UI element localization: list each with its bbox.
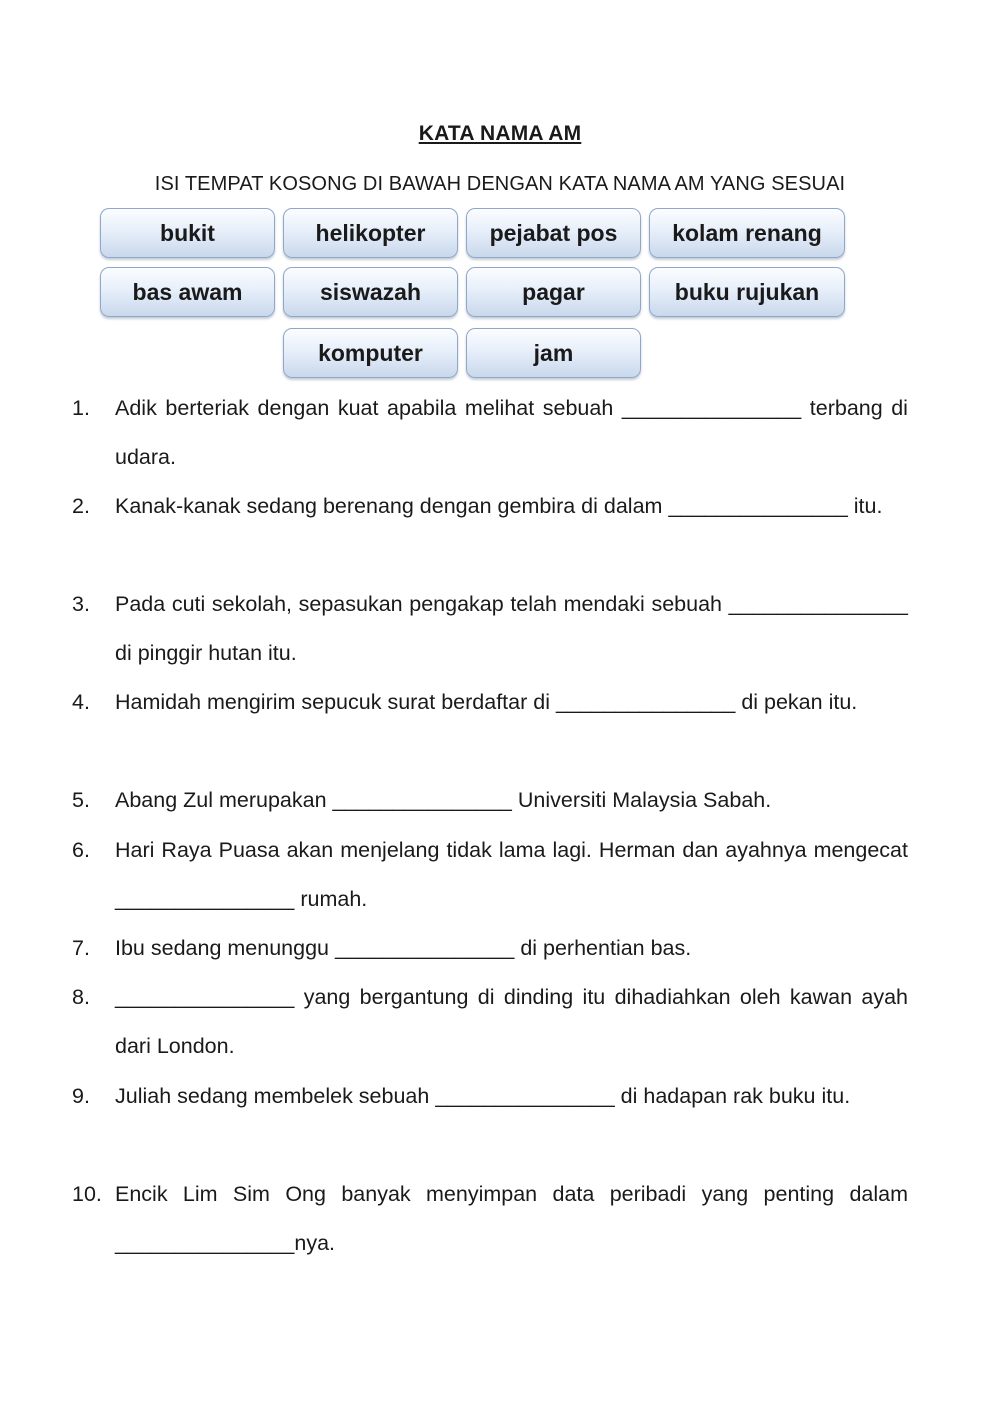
answer-blank[interactable]: _______________ [115,1231,295,1255]
question-item [72,776,908,825]
question-number: 5. [72,788,90,812]
question-text-before: Juliah sedang membelek sebuah [115,1084,430,1108]
question-item [72,924,908,973]
question-item [72,482,908,531]
instruction-text: ISI TEMPAT KOSONG DI BAWAH DENGAN KATA NAMA AM YANG SESUAI [154,173,846,195]
question-item [72,973,908,1071]
question-text-before: Adik berteriak dengan kuat apabila melihat sebuah [115,396,614,420]
question-text-after: rumah. [300,887,368,911]
question-text-after: di hadapan rak buku itu. [620,1084,851,1108]
question-text-after: nya. [294,1231,335,1255]
question-number: 1. [72,396,90,420]
page-title: KATA NAMA AM [418,122,582,145]
question-number: 9. [72,1084,90,1108]
question-number: 3. [72,592,90,616]
question-text-before: Hamidah mengirim sepucuk surat berdaftar di [115,690,550,714]
word-chip-pagar[interactable]: pagar [466,267,641,317]
word-chip-komputer[interactable]: komputer [283,328,458,378]
question-text-before: Abang Zul merupakan [115,788,327,812]
word-chip-kolam-renang[interactable]: kolam renang [649,208,845,258]
question-text-after: di pinggir hutan itu. [115,641,297,665]
answer-blank[interactable]: _______________ [728,592,908,616]
answer-blank[interactable]: _______________ [435,1084,615,1108]
question-item [72,826,908,924]
answer-blank[interactable]: _______________ [115,985,295,1009]
word-chip-bas-awam[interactable]: bas awam [100,267,275,317]
question-number: 7. [72,936,90,960]
question-text-before: Pada cuti sekolah, sepasukan pengakap telah mendaki sebuah [115,592,722,616]
answer-blank[interactable]: _______________ [115,887,295,911]
word-chip-siswazah[interactable]: siswazah [283,267,458,317]
question-text-after: di perhentian bas. [520,936,692,960]
question-text-before: Ibu sedang menunggu [115,936,329,960]
question-text-after: terbang di udara. [115,396,908,469]
question-number: 6. [72,838,90,862]
question-number: 4. [72,690,90,714]
word-chip-helikopter[interactable]: helikopter [283,208,458,258]
word-chip-jam[interactable]: jam [466,328,641,378]
word-chip-bukit[interactable]: bukit [100,208,275,258]
question-text-after: yang bergantung di dinding itu dihadiahkan oleh kawan ayah dari London. [115,985,908,1058]
answer-blank[interactable]: _______________ [668,494,848,518]
question-text-after: di pekan itu. [741,690,858,714]
question-text-before: Hari Raya Puasa akan menjelang tidak lama lagi. Herman dan ayahnya mengecat [115,838,908,862]
question-number: 8. [72,985,90,1009]
answer-blank[interactable]: _______________ [621,396,802,420]
question-text-after: itu. [853,494,883,518]
question-number: 2. [72,494,90,518]
question-text-after: Universiti Malaysia Sabah. [517,788,772,812]
question-item [72,1170,908,1268]
question-item [72,384,908,482]
answer-blank[interactable]: _______________ [555,690,736,714]
question-item [72,678,908,727]
word-chip-pejabat-pos[interactable]: pejabat pos [466,208,641,258]
question-text-before: Kanak-kanak sedang berenang dengan gembira di dalam [115,494,663,518]
question-item [72,1072,908,1121]
question-number: 10. [72,1182,102,1206]
question-text-before: Encik Lim Sim Ong banyak menyimpan data peribadi yang penting dalam [115,1182,908,1206]
question-item [72,580,908,678]
word-chip-buku-rujukan[interactable]: buku rujukan [649,267,845,317]
answer-blank[interactable]: _______________ [332,788,512,812]
answer-blank[interactable]: _______________ [334,936,515,960]
